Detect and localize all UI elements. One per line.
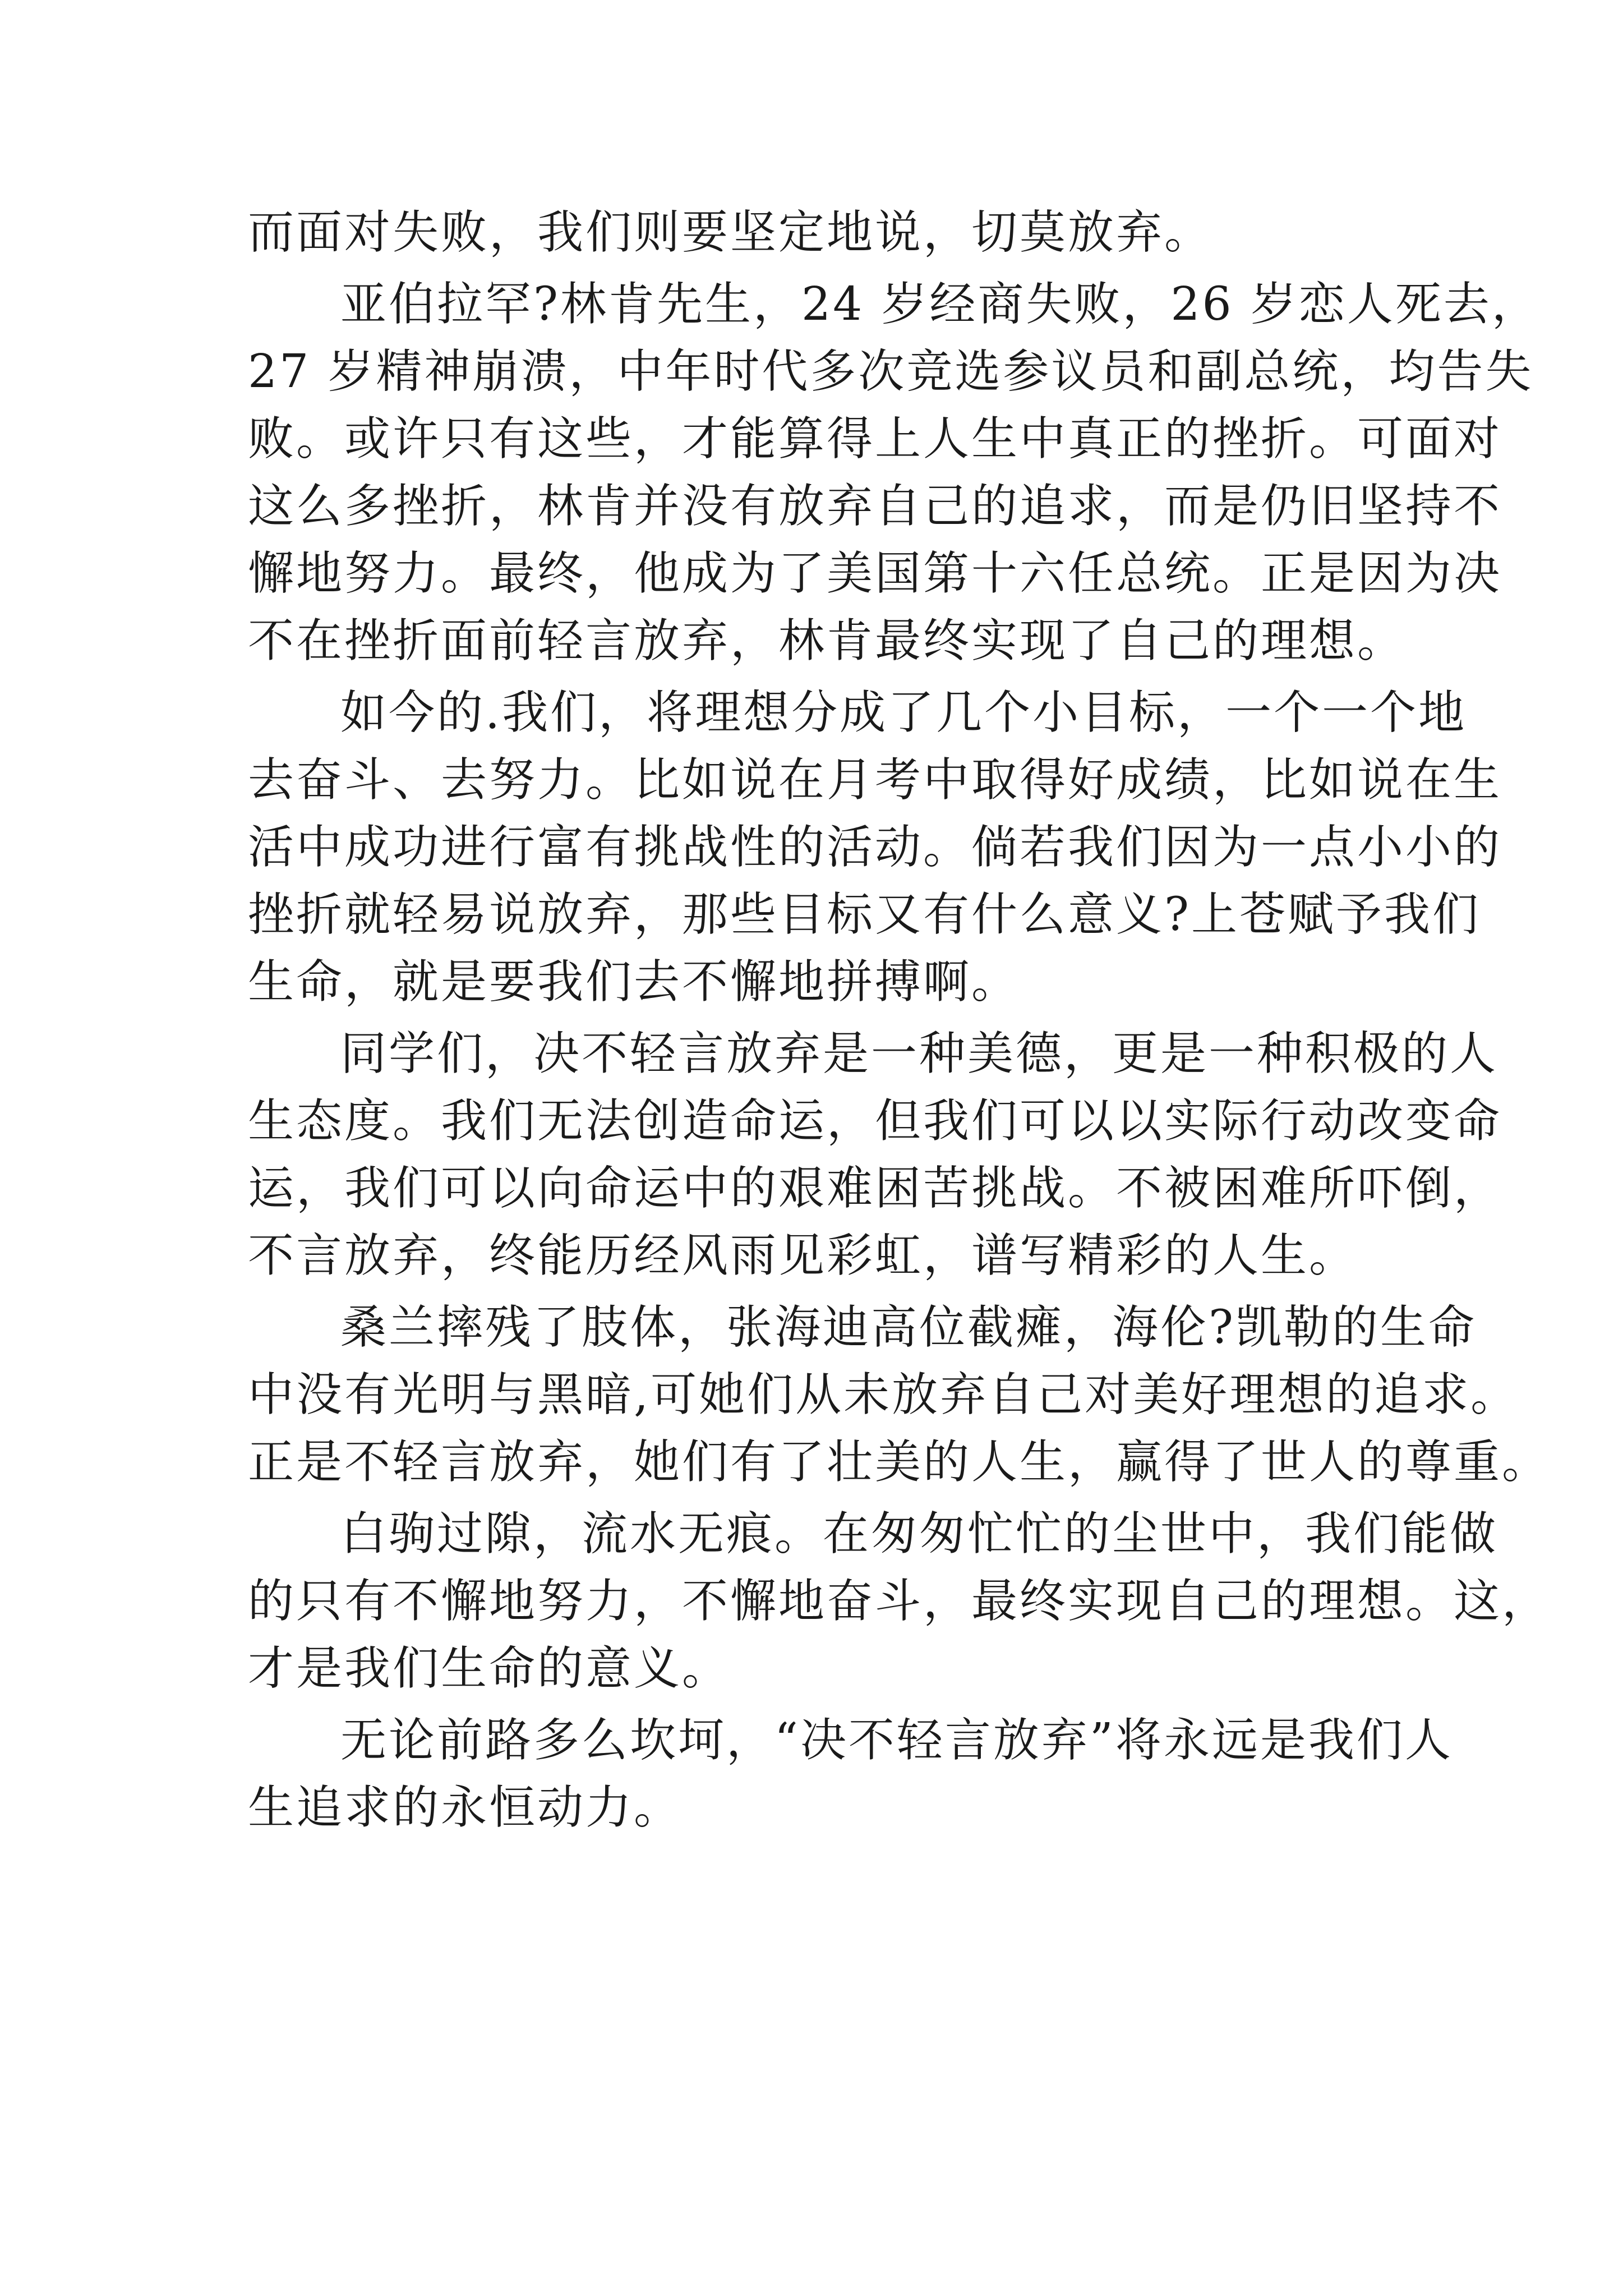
text-line: 生态度。我们无法创造命运，但我们可以以实际行动改变命	[248, 1094, 1502, 1148]
text-line: 中没有光明与黑暗,可她们从未放弃自己对美好理想的追求。	[248, 1368, 1519, 1421]
text-line: 活中成功进行富有挑战性的活动。倘若我们因为一点小小的	[248, 821, 1502, 874]
text-line: 同学们，决不轻言放弃是一种美德，更是一种积极的人	[340, 1027, 1498, 1080]
text-line: 而面对失败，我们则要坚定地说，切莫放弃。	[248, 206, 1213, 259]
text-line: 去奋斗、去努力。比如说在月考中取得好成绩，比如说在生	[248, 753, 1502, 807]
text-line: 亚伯拉罕?林肯先生，24 岁经商失败，26 岁恋人死去，	[340, 278, 1540, 331]
text-line: 不在挫折面前轻言放弃，林肯最终实现了自己的理想。	[248, 614, 1406, 668]
text-line: 生命，就是要我们去不懈地拼搏啊。	[248, 955, 1020, 1009]
text-line: 正是不轻言放弃，她们有了壮美的人生，赢得了世人的尊重。	[248, 1435, 1551, 1489]
text-line: 桑兰摔残了肢体，张海迪高位截瘫，海伦?凯勒的生命	[340, 1301, 1477, 1354]
text-line: 如今的.我们，将理想分成了几个小目标，一个一个地	[340, 686, 1467, 739]
text-line: 败。或许只有这些，才能算得上人生中真正的挫折。可面对	[248, 412, 1502, 466]
text-line: 这么多挫折，林肯并没有放弃自己的追求，而是仍旧坚持不	[248, 480, 1502, 533]
text-line: 懈地努力。最终，他成为了美国第十六任总统。正是因为决	[248, 547, 1502, 600]
text-line: 运，我们可以向命运中的艰难困苦挑战。不被困难所吓倒，	[248, 1162, 1502, 1215]
text-line: 挫折就轻易说放弃，那些目标又有什么意义?上苍赋予我们	[248, 888, 1481, 941]
text-line: 无论前路多么坎坷，“决不轻言放弃”将永远是我们人	[340, 1714, 1453, 1767]
text-line: 27 岁精神崩溃，中年时代多次竞选参议员和副总统，均告失	[248, 345, 1534, 398]
text-line: 白驹过隙，流水无痕。在匆匆忙忙的尘世中，我们能做	[340, 1507, 1498, 1561]
text-line: 生追求的永恒动力。	[248, 1781, 683, 1834]
text-line: 的只有不懈地努力，不懈地奋斗，最终实现自己的理想。这，	[248, 1575, 1551, 1628]
text-line: 不言放弃，终能历经风雨见彩虹，谱写精彩的人生。	[248, 1229, 1358, 1282]
text-line: 才是我们生命的意义。	[248, 1642, 731, 1695]
